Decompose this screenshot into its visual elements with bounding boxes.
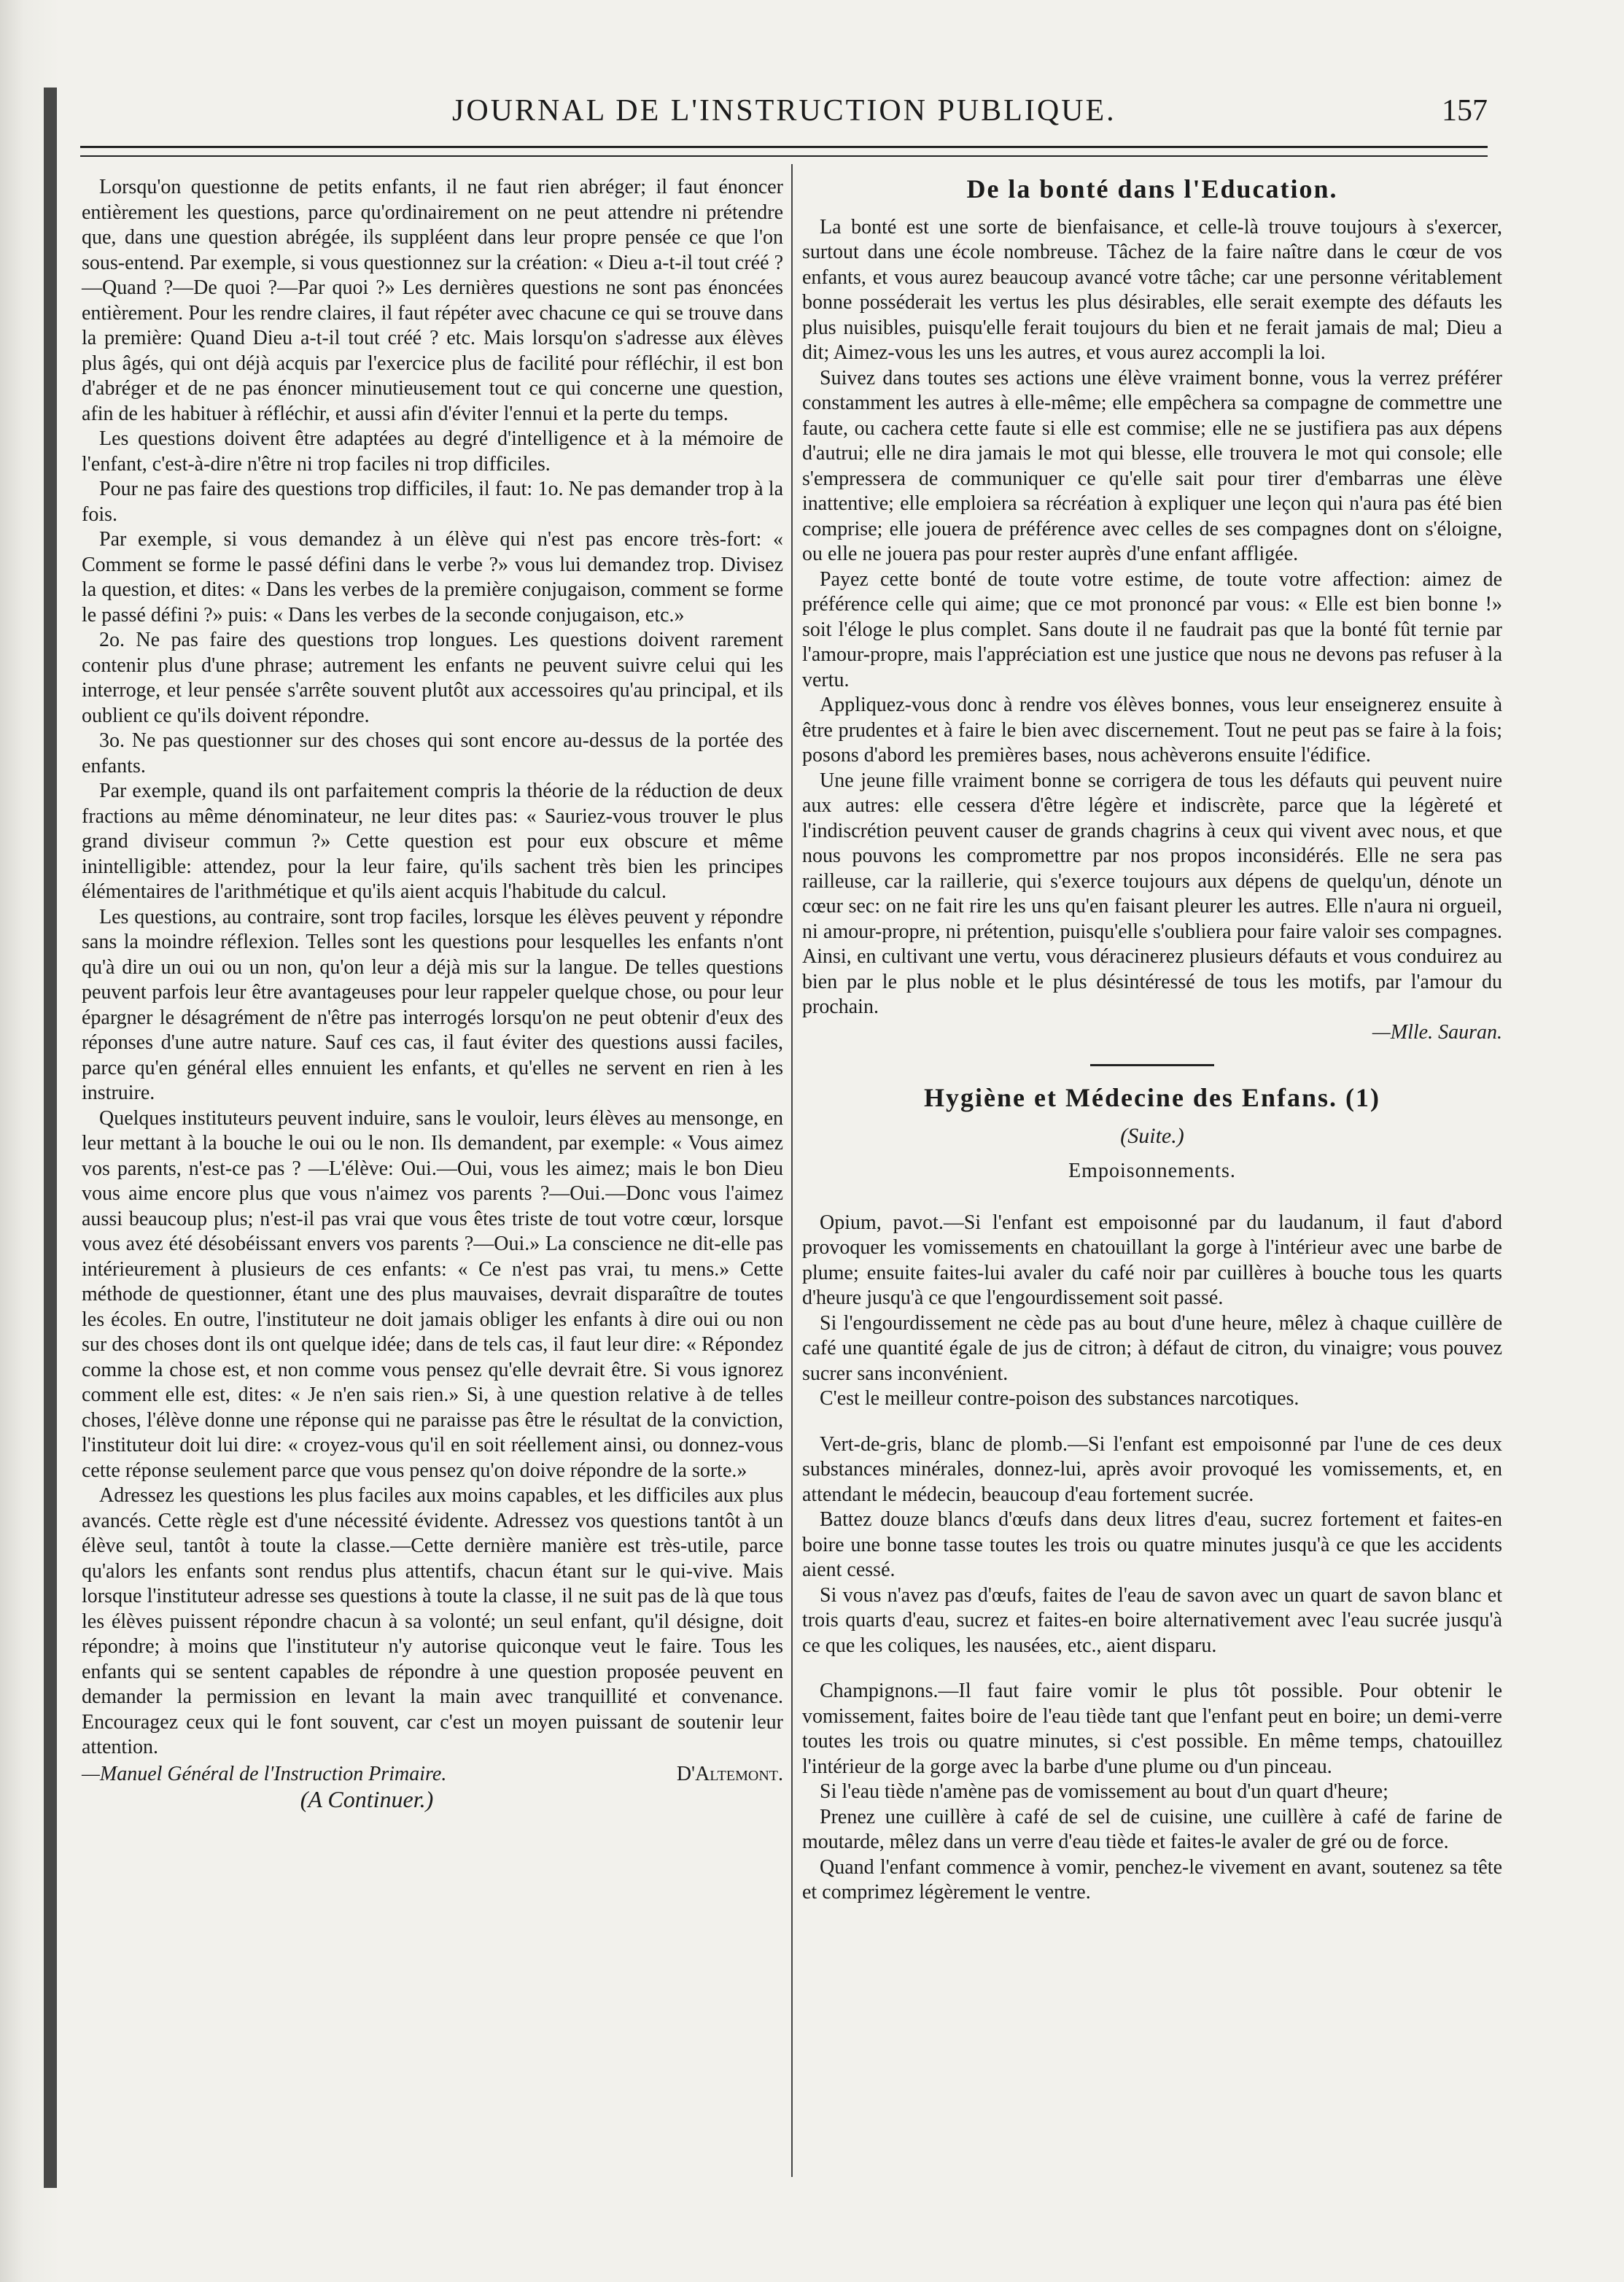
article-paragraph: Les questions, au contraire, sont trop faciles, lorsque les élèves peuvent y répondre sans la moindre réflexion. Telles sont les questions pour lesquelles les enfants n'ont qu'à dire un oui ou un non, qu'on leur a déjà mis sur la langue. De telles questions peuvent parfois leur être avantageuses pour leur rappeler quelque chose, ou pour leur épargner le désagrément de n'être pas interrogés lorsqu'on ne peut obtenir d'eux des réponses d'une autre nature. Sauf ces cas, il faut éviter des questions aussi faciles, parce qu'en général elles ennuient les enfants, et qu'elles ne servent en rien à les instruire. — [82, 905, 783, 1104]
continuation-note: (A Continuer.) — [300, 1786, 434, 1812]
column-divider — [791, 164, 793, 2177]
article-paragraph: Champignons.—Il faut faire vomir le plus tôt possible. Pour obtenir le vomissement, faites boire de l'eau tiède tant que l'enfant peut en boire; un demi-verre toutes les trois ou quatre minutes, si c'est possible. En même temps, chatouillez l'intérieur de la gorge avec la barbe d'une plume ou d'un pinceau. — [802, 1680, 1502, 1778]
article-paragraph: Lorsqu'on questionne de petits enfants, il ne faut rien abréger; il faut énoncer entièrement les questions, parce qu'ordinairement on ne peut attendre ni prétendre que, dans une question abrégée, ils suppléent dans leur propre pensée ce que l'on sous-entend. Par exemple, si vous questionnez sur la création: « Dieu a-t-il tout créé ?—Quand ?—De quoi ?—Par quoi ?» Les dernières questions ne sont pas énoncées entièrement. Pour les rendre claires, il faut répéter avec chacune ce qui se trouve dans la première: Quand Dieu a-t-il tout créé ? etc. Mais lorsqu'on s'adresse aux élèves plus âgés, qui ont déjà acquis par l'exercice plus de facilité pour réfléchir, il est bon d'abréger et de ne pas énoncer minutieusement tout ce qui concerne une question, afin de les habituer à réfléchir, et aussi afin d'éviter l'ennui et la perte du temps. — [82, 176, 783, 425]
header-rule — [80, 146, 1488, 157]
section-title-bonte: De la bonté dans l'Education. — [966, 174, 1338, 203]
article-paragraph: Si l'eau tiède n'amène pas de vomissement au bout d'un quart d'heure; — [820, 1780, 1388, 1803]
article-paragraph: Par exemple, si vous demandez à un élève qui n'est pas encore très-fort: « Comment se forme le passé défini dans le verbe ?» vous lui demandez trop. Divisez la question, et dites: « Dans les verbes de la première conjugaison, comment se forme le passé défini ?» puis: « Dans les verbes de la seconde conjugaison, etc.» — [82, 528, 783, 626]
article-paragraph: Quand l'enfant commence à vomir, penchez-le vivement en avant, soutenez sa tête et comprimez légèrement le ventre. — [802, 1855, 1502, 1903]
article-paragraph: 3o. Ne pas questionner sur des choses qui sont encore au-dessus de la portée des enfants. — [82, 729, 783, 777]
article-author: —Mlle. Sauran. — [1372, 1020, 1502, 1044]
section-subtitle: Empoisonnements. — [1068, 1160, 1236, 1182]
article-paragraph: Prenez une cuillère à café de sel de cuisine, une cuillère à café de farine de moutarde, mêlez dans un verre d'eau tiède et faites-le avaler de gré ou de force. — [802, 1805, 1502, 1853]
article-source: —Manuel Général de l'Instruction Primaire. — [82, 1762, 447, 1785]
article-paragraph: Adressez les questions les plus faciles aux moins capables, et les difficiles aux plus avancés. Cette règle est d'une nécessité évidente. Adressez vos questions tantôt à un élève seul, tantôt à toute la classe.—Cette dernière manière est très-utile, parce qu'alors les enfants sont rendus plus attentifs, chacun étant sur le qui-vive. Mais lorsque l'instituteur adresse ses questions à toute la classe, il ne suit pas de là que tous les élèves puissent répondre chacun à sa volonté; un seul enfant, qu'il désigne, doit répondre; à moins que l'instituteur n'y autorise quiconque veut le faire. Tous les enfants qui se sentent capables de répondre à une question proposée peuvent en demander la permission en levant la main avec tranquillité et convenance. Encouragez ceux qui le font souvent, car c'est un moyen puissant de soutenir leur attention. — [82, 1484, 783, 1758]
article-paragraph: Battez douze blancs d'œufs dans deux litres d'eau, sucrez fortement et faites-en boire une bonne tasse toutes les trois ou quatre minutes jusqu'à ce que les accidents aient cessé. — [802, 1508, 1502, 1581]
article-author: D'Altemont. — [676, 1762, 783, 1785]
article-paragraph: Les questions doivent être adaptées au degré d'intelligence et à la mémoire de l'enfant, c'est-à-dire n'être ni trop faciles ni trop difficiles. — [82, 427, 783, 476]
article-paragraph: Appliquez-vous donc à rendre vos élèves bonnes, vous leur enseignerez ensuite à être prudentes et à faire le bien avec discernement. Tout ne peut pas se faire à la fois; posons d'abord les premières bases, nous achèverons ensuite l'édifice. — [802, 694, 1502, 767]
section-separator — [1090, 1064, 1214, 1066]
article-paragraph: Pour ne pas faire des questions trop difficiles, il faut: 1o. Ne pas demander trop à la fois. — [82, 478, 783, 526]
article-paragraph: Si l'engourdissement ne cède pas au bout d'une heure, mêlez à chaque cuillère de café une quantité égale de jus de citron; à défaut de citron, du vinaigre; vous pouvez sucrer sans inconvénient. — [802, 1311, 1502, 1385]
article-paragraph: Payez cette bonté de toute votre estime, de toute votre affection: aimez de préférence celle qui aime; que ce mot prononcé par vous: « Elle est bien bonne !» soit l'éloge le plus complet. Sans doute il ne faudrait pas que la bonté fût ternie par l'amour-propre, mais l'appréciation est une justice que nous ne devons pas refuser à la vertu. — [802, 567, 1502, 691]
article-paragraph: Opium, pavot.—Si l'enfant est empoisonné par du laudanum, il faut d'abord provoquer les vomissements en chatouillant la gorge à l'intérieur avec une barbe de plume; ensuite faites-lui avaler du café noir par cuillères à bouche tous les quarts d'heure jusqu'à ce que l'engourdissement soit passé. — [802, 1211, 1502, 1309]
left-column — [82, 175, 783, 1812]
article-paragraph: Vert-de-gris, blanc de plomb.—Si l'enfant est empoisonné par l'une de ces deux substances minérales, donnez-lui, après avoir provoqué les vomissements, et, en attendant le médecin, beaucoup d'eau fortement sucrée. — [802, 1432, 1502, 1506]
article-paragraph: Une jeune fille vraiment bonne se corrigera de tous les défauts qui peuvent nuire aux autres: elle cessera d'être légère et indiscrète, parce que la légèreté et l'indiscrétion peuvent causer de grands chagrins à ceux qui vivent avec nous, et que nous pouvons les compromettre par nos propos inconsidérés. Elle ne sera pas railleuse, car la raillerie, qui s'exerce toujours aux dépens de quelqu'un, dénote un cœur sec: on ne fait rire les uns qu'en faisant pleurer les autres. Elle n'aura ni orgueil, ni amour-propre, ni prétention, puisqu'elle s'oubliera pour faire valoir ses compagnes. Ainsi, en cultivant une vertu, vous déracinerez plusieurs défauts et vous conduirez au bien par le plus noble et le plus désintéressé de tous les motifs, par l'amour du prochain. — [802, 769, 1502, 1018]
running-title: JOURNAL DE L'INSTRUCTION PUBLIQUE. — [452, 94, 1116, 128]
article-signature — [82, 1762, 783, 1788]
binding-edge — [44, 88, 57, 2188]
article-paragraph: Par exemple, quand ils ont parfaitement compris la théorie de la réduction de deux fractions au même dénominateur, ne leur dites pas: « Sauriez-vous trouver le plus grand diviseur commun ?» Cette question est pour eux obscure et même inintelligible: attendez, pour la leur faire, qu'ils sachent très bien les principes élémentaires de l'arithmétique et qu'ils aient acquis l'habitude du calcul. — [82, 780, 783, 903]
section-title-hygiene: Hygiène et Médecine des Enfans. (1) — [924, 1083, 1380, 1112]
article-paragraph: Si vous n'avez pas d'œufs, faites de l'eau de savon avec un quart de savon blanc et trois quarts d'eau, sucrez et faites-en boire alternativement avec l'eau sucrée jusqu'à ce que les coliques, les nausées, etc., aient disparu. — [802, 1583, 1502, 1657]
article-paragraph: Quelques instituteurs peuvent induire, sans le vouloir, leurs élèves au mensonge, en leur mettant à la bouche le oui ou le non. Ils demandent, par exemple: « Vous aimez vos parents, n'est-ce pas ? —L'élève: Oui.—Oui, vous les aimez; mais le bon Dieu vous aime encore plus que vous n'aimez vos parents ?—Oui.—Donc vous l'aimez aussi beaucoup plus; n'est-il pas vrai que vous êtes triste de tout votre cœur, lorsque vous avez été désobéissant envers vos parents ?—Oui.» La conscience ne dit-elle pas intérieurement à plusieurs de ces enfants: « Ce n'est pas vrai, tu mens.» Cette méthode de questionner, étant une des plus mauvaises, devrait disparaître de toutes les écoles. En outre, l'instituteur ne doit jamais obliger les enfants à dire oui ou non sur des choses dont ils ont quelque idée; dans de tels cas, il faut leur dire: « Répondez comme la chose est, et non comme vous pensez qu'elle devrait être. Si vous ignorez comment elle est, dites: « Je n'en sais rien.» Si, à une question relative à de telles choses, l'élève donne une réponse qui ne paraisse pas être le résultat de la conviction, l'instituteur doit lui dire: « croyez-vous qu'il en soit réellement ainsi, ou donnez-vous cette réponse seulement parce que vous pensez qu'on doive répondre de la sorte.» — [82, 1106, 783, 1482]
article-paragraph: 2o. Ne pas faire des questions trop longues. Les questions doivent rarement contenir plus d'une phrase; autrement les enfants ne peuvent suivre celui qui les interroge, et leur pensée s'arrête souvent plutôt aux accessoires qu'au principal, et ils oublient ce qu'ils doivent répondre. — [82, 629, 783, 727]
article-paragraph: La bonté est une sorte de bienfaisance, et celle-là trouve toujours à s'exercer, surtout dans une école nombreuse. Tâchez de la faire naître dans le cœur de vos enfants, et vous aurez beaucoup avancé votre tâche; car une personne véritablement bonne posséderait les vertus les plus désirables, elle serait exempte des défauts les plus nuisibles, puisqu'elle ferait toujours du bien et ne ferait jamais de mal; Dieu a dit; Aimez-vous les uns les autres, et vous aurez accompli la loi. — [802, 215, 1502, 364]
page-header — [73, 88, 1488, 146]
paragraph-gap — [802, 1658, 1502, 1679]
section-suite: (Suite.) — [1120, 1123, 1184, 1148]
right-column — [802, 175, 1502, 1906]
paragraph-gap — [802, 1412, 1502, 1432]
page-number: 157 — [1442, 94, 1488, 128]
article-paragraph: C'est le meilleur contre-poison des substances narcotiques. — [820, 1387, 1299, 1410]
article-paragraph: Suivez dans toutes ses actions une élève vraiment bonne, vous la verrez préférer constamment les autres à elle-même; elle empêchera sa compagne de commettre une faute, ou cachera cette faute si elle est commise; elle ne se justifiera pas aux dépens d'autrui; elle ne dira jamais le mot qui blesse, elle trouvera le mot qui console; elle s'empressera de communiquer ce qu'elle sait pour tirer d'embarras une élève inattentive; elle emploiera sa récréation à expliquer une leçon qui n'aura pas été bien comprise; elle jouera de préférence avec celles de ses compagnes dont on s'éloigne, ou elle ne jouera pas pour rester auprès d'une enfant affligée. — [802, 366, 1502, 565]
